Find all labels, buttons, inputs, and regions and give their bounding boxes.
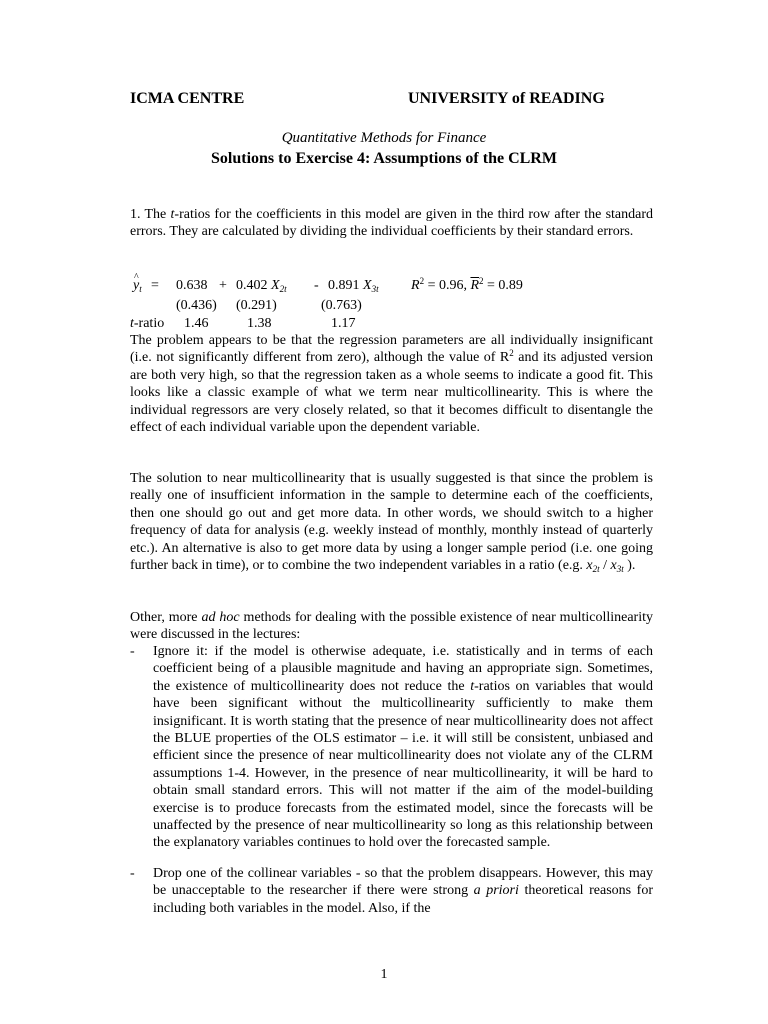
course-title: Quantitative Methods for Finance bbox=[281, 130, 487, 146]
bullet-ignore-it: Ignore it: if the model is otherwise adequate, i.e. statistically and in terms of each coefficient being of a plausible magnitude and having an appropriate sign. Sometimes, the existence of multicollinearity does not reduce the t-ratios on variables that would have been significant without the multicollinearity sufficiently to make them insignificant. It is worth stating that the presence of near multicollinearity does not affect the BLUE properties of the OLS estimator – i.e. it will still be consistent, unbiased and efficient since the presence of near multicollinearity does not violate any of the CLRM assumptions 1-4. However, in the presence of near multicollinearity, it will be hard to obtain small standard errors. This will not matter if the aim of the model-building exercise is to produce forecasts from the estimated model, since the forecasts will be unaffected by the presence of near multicollinearity so long as this relationship between the explanatory variables continues to hold over the forecasted sample. bbox=[153, 644, 653, 851]
coef-x2: 0.402 bbox=[236, 278, 268, 293]
coef-const: 0.638 bbox=[176, 278, 208, 293]
intro-paragraph: 1. The t-ratios for the coefficients in this model are given in the third row after the standard errors. They are calculated by dividing the individual coefficients by their standard errors. bbox=[130, 207, 654, 240]
t-ratio-label: t-ratio bbox=[130, 316, 165, 331]
paragraph-solution: The solution to near multicollinearity that is usually suggested is that since the problem is really one of insufficient information in the sample to determine each of the coefficients, then one should go out and get more data. In other words, we should switch to a higher frequency of data for analysis (e.g. weekly instead of monthly, monthly instead of quarterly etc.). An alternative is also to get more data by using a longer sample period (i.e. one going further back in time), or to combine the two independent variables in a ratio (e.g. $x_{2t} / x_{3t}$ ). bbox=[130, 471, 653, 575]
equals-sign: = bbox=[151, 278, 159, 293]
t-ratio-x2: 1.38 bbox=[247, 316, 272, 331]
document-page: ICMA CENTRE UNIVERSITY of READING Quantitative Methods for Finance Solutions to Exercise 4: Assumptions of the CLRM 1. The t-ratios for the coefficients in this model are given in the third row after the standard errors. They are calculated by dividing the individual coefficients by their standard errors. ^ $y_t$ = 0.638 + 0.402 $X_{2t}$ - 0.891 $X_{3t}$ $R^2 = 0.96$, $\overline{R}^2 = 0.89$ (0.436) (0.291) (0.763) t-ratio 1.46 1.38 1.17 The problem appears to be that the regression parameters are all individually insignificant (i.e. not significantly different from zero), although the value of $R^2$ and its adjusted version are both very high, so that the regression taken as a whole seems to indicate a good fit. This looks like a classic example of what we term near multicollinearity. This is where the individual regressors are very closely related, so that it becomes difficult to disentangle the effect of each individual variable upon the dependent variable. The solution to near multicollinearity that is usually suggested is that since the problem is really one of insufficient information in the sample to determine each of the coefficients, then one should go out and get more data. In other words, we should switch to a higher frequency of data for analysis (e.g. weekly instead of monthly, monthly instead of quarterly etc.). An alternative is also to get more data by using a longer sample period (i.e. one going further back in time), or to combine the two independent variables in a ratio (e.g. $x_{2t} / x_{3t}$ ). Other, more ad hoc methods for dealing with the possible existence of near multicollinearity were discussed in the lectures: - Ignore it: if the model is otherwise adequate, i.e. statistically and in terms of each coefficient being of a plausible magnitude and having an appropriate sign. Sometimes, the existence of multicollinearity does not reduce the t-ratios on variables that would have been significant without the multicollinearity sufficiently to make them insignificant. It is worth stating that the presence of near multicollinearity does not affect the BLUE properties of the OLS estimator – i.e. it will still be consistent, unbiased and efficient since the presence of near multicollinearity does not violate any of the CLRM assumptions 1-4. However, in the presence of near multicollinearity, it will be hard to obtain small standard errors. This will not matter if the aim of the model-building exercise is to produce forecasts from the estimated model, since the forecasts will be unaffected by the presence of near multicollinearity so long as this relationship between the explanatory variables continues to hold over the forecasted sample. - Drop one of the collinear variables - so that the problem disappears. However, this may be unacceptable to the researcher if there were strong a priori theoretical reasons for including both variables in the model. Also, if the 1 bbox=[0, 0, 768, 1024]
plus-sign: + bbox=[219, 278, 227, 293]
paragraph-problem: The problem appears to be that the regression parameters are all individually insignificant (i.e. not significantly different from zero), although the value of $R^2$ and its adjusted version are both very high, so that the regression taken as a whole seems to indicate a good fit. This looks like a classic example of what we term near multicollinearity. This is where the individual regressors are very closely related, so that it becomes difficult to disentangle the effect of each individual variable upon the dependent variable. bbox=[130, 333, 653, 436]
y-hat: ^ y bbox=[133, 277, 139, 294]
bullet-marker: - bbox=[130, 644, 135, 659]
header-left: ICMA CENTRE bbox=[130, 90, 245, 107]
header-right: UNIVERSITY of READING bbox=[408, 90, 605, 107]
bullet-drop-variable: Drop one of the collinear variables - so that the problem disappears. However, this may be unacceptable to the researcher if there were strong a priori theoretical reasons for including both variables in the model. Also, if the bbox=[153, 866, 653, 916]
minus-sign: - bbox=[314, 278, 319, 293]
r-squared: $R^2 = 0.96$, $\overline{R}^2 = 0.89$ bbox=[411, 276, 523, 293]
t-ratio-const: 1.46 bbox=[184, 316, 209, 331]
paragraph-adhoc: Other, more ad hoc methods for dealing with the possible existence of near multicollinearity were discussed in the lectures: bbox=[130, 610, 653, 643]
t-ratio-x3: 1.17 bbox=[331, 316, 356, 331]
se-x3: (0.763) bbox=[321, 298, 362, 313]
doc-title: Solutions to Exercise 4: Assumptions of the CLRM bbox=[211, 150, 557, 167]
page-number: 1 bbox=[380, 967, 388, 982]
bullet-marker: - bbox=[130, 866, 135, 881]
se-const: (0.436) bbox=[176, 298, 217, 313]
se-x2: (0.291) bbox=[236, 298, 277, 313]
coef-x3: 0.891 bbox=[328, 278, 360, 293]
